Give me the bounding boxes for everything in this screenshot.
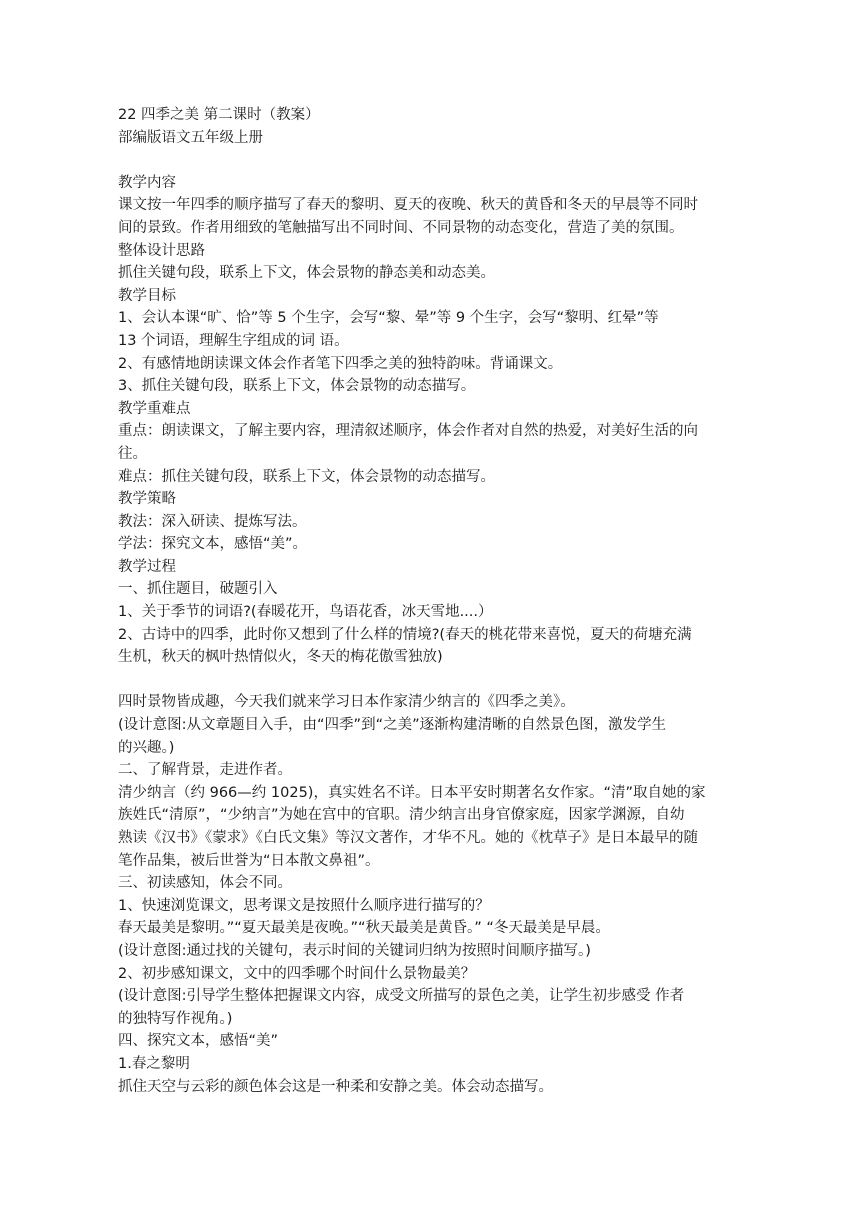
paragraph-line: (设计意图:通过找的关键句，表示时间的关键词归纳为按照时间顺序描写。) — [118, 942, 591, 959]
paragraph-line: 四时景物皆成趣，今天我们就来学习日本作家清少纳言的《四季之美》。 — [118, 694, 575, 711]
section-heading-content: 教学内容 — [118, 174, 176, 191]
paragraph-line: 笔作品集，被后世誉为“日本散文鼻祖”。 — [118, 852, 380, 869]
paragraph-line: 往。 — [118, 445, 147, 462]
document-page — [118, 104, 740, 1098]
paragraph-line: 重点：朗读课文，了解主要内容，理清叙述顺序，体会作者对自然的热爱，对美好生活的向 — [118, 423, 698, 440]
paragraph-line: 生机，秋天的枫叶热情似火，冬天的梅花傲雪独放) — [118, 649, 443, 666]
paragraph-line: 抓住天空与云彩的颜色体会这是一种柔和安静之美。体会动态描写。 — [118, 1078, 553, 1095]
paragraph-line: (设计意图:从文章题目入手，由“四季”到“之美”逐渐构建清晰的自然景色图，激发学生 — [118, 717, 667, 734]
goal-item: 1、会认本课“旷、恰”等 5 个生字，会写“黎、晕”等 9 个生字，会写“黎明、红晕”等 — [118, 310, 659, 327]
blank-line — [118, 149, 740, 172]
step-heading: 四、探究文本，感悟“美” — [118, 1033, 279, 1050]
paragraph-line: 族姓氏“清原”，“少纳言”为她在宫中的官职。清少纳言出身官僚家庭，因家学渊源，自幼 — [118, 807, 685, 824]
goal-item-continued: 13 个词语，理解生字组成的词 语。 — [118, 332, 349, 349]
paragraph-line: 教法：深入研读、提炼写法。 — [118, 513, 307, 530]
paragraph-line: 2、古诗中的四季，此时你又想到了什么样的情境?(春天的桃花带来喜悦，夏天的荷塘充满 — [118, 626, 692, 643]
paragraph-line: (设计意图:引导学生整体把握课文内容，成受文所描写的景色之美，让学生初步感受 作者 — [118, 988, 685, 1005]
textbook-edition: 部编版语文五年级上册 — [118, 129, 263, 146]
paragraph-line: 的兴趣。) — [118, 739, 175, 756]
section-heading-process: 教学过程 — [118, 558, 176, 575]
section-heading-design: 整体设计思路 — [118, 242, 205, 259]
paragraph-line: 春天最美是黎明。”“夏天最美是夜晚。”“秋天最美是黄昏。” “冬天最美是早晨。 — [118, 920, 610, 937]
paragraph-line: 2、初步感知课文，文中的四季哪个时间什么景物最美？ — [118, 965, 476, 982]
section-heading-key-points: 教学重难点 — [118, 400, 191, 417]
paragraph-line: 课文按一年四季的顺序描写了春天的黎明、夏天的夜晚、秋天的黄昏和冬天的早晨等不同时 — [118, 197, 698, 214]
step-heading: 一、抓住题目，破题引入 — [118, 581, 278, 598]
step-heading: 三、初读感知，体会不同。 — [118, 875, 292, 892]
step-heading: 二、了解背景，走进作者。 — [118, 762, 292, 779]
paragraph-line: 抓住关键句段，联系上下文，体会景物的静态美和动态美。 — [118, 265, 495, 282]
section-heading-goals: 教学目标 — [118, 287, 176, 304]
paragraph-line: 的独特写作视角。) — [118, 1010, 233, 1027]
sub-heading: 1.春之黎明 — [118, 1055, 190, 1072]
paragraph-line: 清少纳言（约 966—约 1025)，真实姓名不详。日本平安时期著名女作家。“清”取自她的家 — [118, 784, 706, 801]
paragraph-line: 难点：抓住关键句段，联系上下文，体会景物的动态描写。 — [118, 468, 495, 485]
section-heading-strategy: 教学策略 — [118, 491, 176, 508]
paragraph-line: 熟读《汉书》《蒙求》《白氏文集》等汉文著作，才华不凡。她的《枕草子》是日本最早的随 — [118, 830, 698, 846]
goal-item: 3、抓住关键句段，联系上下文，体会景物的动态描写。 — [118, 378, 476, 395]
blank-line — [118, 669, 740, 692]
goal-item: 2、有感情地朗读课文体会作者笔下四季之美的独特韵味。背诵课文。 — [118, 355, 563, 372]
paragraph-line: 学法：探究文本，感悟“美”。 — [118, 536, 308, 553]
paragraph-line: 1、关于季节的词语?(春暖花开，鸟语花香，冰天雪地....） — [118, 604, 493, 621]
paragraph-line: 间的景致。作者用细致的笔触描写出不同时间、不同景物的动态变化，营造了美的氛围。 — [118, 219, 684, 236]
lesson-title: 22 四季之美 第二课时（教案） — [118, 107, 320, 123]
paragraph-line: 1、快速浏览课文，思考课文是按照什么顺序进行描写的？ — [118, 897, 490, 914]
